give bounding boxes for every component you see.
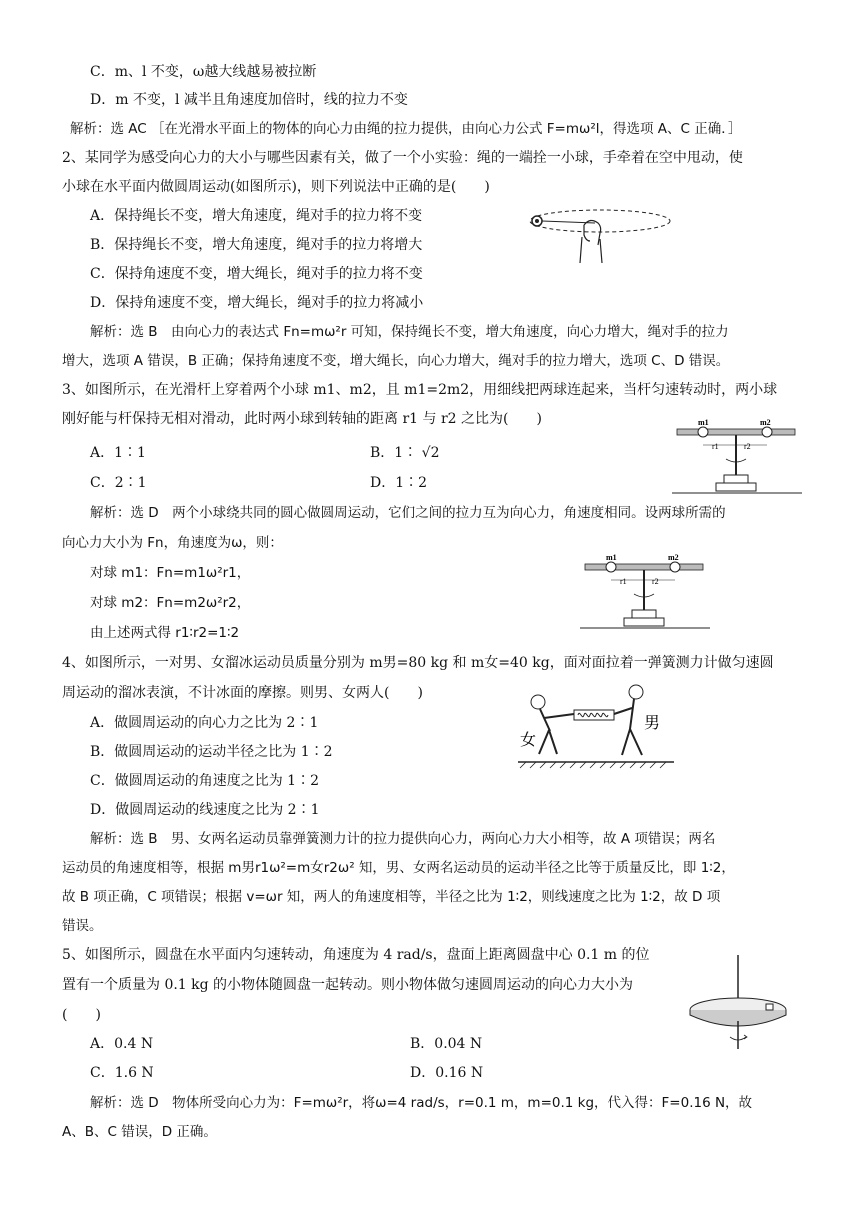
q2-stem-1: 2、某同学为感受向心力的大小与哪些因素有关，做了一个小实验：绳的一端拴一小球，手牵着在空中甩动，使	[62, 150, 743, 166]
q3-label-r1-b: r1	[620, 577, 627, 586]
q4-analysis-3: 故 B 项正确，C 项错误；根据 v=ωr 知，两人的角速度相等，半径之比为 1∶2，则线速度之比为 1∶2，故 D 项	[62, 889, 721, 905]
q3-stem-1: 3、如图所示，在光滑杆上穿着两个小球 m1、m2，且 m1=2m2，用细线把两球连起来，当杆匀速转动时，两小球	[62, 382, 778, 398]
q5-figure	[686, 955, 796, 1055]
q3-analysis-5: 由上述两式得 r1∶r2=1∶2	[90, 625, 240, 641]
q3-option-a: A．1∶1	[90, 445, 146, 461]
q2-analysis-1: 解析：选 B 由向心力的表达式 Fn=mω²r 可知，保持绳长不变，增大角速度，向心力增大，绳对手的拉力	[90, 324, 729, 340]
q5-option-a: A．0.4 N	[90, 1036, 154, 1052]
q3-figure-1	[672, 415, 802, 497]
q5-analysis-2: A、B、C 错误，D 正确。	[62, 1124, 217, 1140]
q3-analysis-2: 向心力大小为 Fn，角速度为ω，则：	[62, 535, 283, 551]
q2-option-c: C．保持角速度不变，增大绳长，绳对手的拉力将不变	[90, 266, 423, 282]
q3-label-r2: r2	[744, 442, 751, 451]
q4-stem-2: 周运动的溜冰表演，不计冰面的摩擦。则男、女两人( )	[62, 685, 423, 701]
q3-analysis-4: 对球 m2：Fn=m2ω²r2，	[90, 595, 251, 611]
q2-option-a: A．保持绳长不变，增大角速度，绳对手的拉力将不变	[90, 208, 423, 224]
q3-label-r1: r1	[712, 442, 719, 451]
q2-figure	[520, 203, 680, 273]
q5-option-b: B．0.04 N	[410, 1036, 483, 1052]
q1-option-d: D．m 不变，l 减半且角速度加倍时，线的拉力不变	[90, 92, 408, 108]
q1-option-c: C．m、l 不变，ω越大线越易被拉断	[90, 64, 317, 80]
q1-analysis: 解析：选 AC ［在光滑水平面上的物体的向心力由绳的拉力提供，由向心力公式 F=mω²l，得选项 A、C 正确．］	[70, 121, 742, 137]
q3-stem-2: 刚好能与杆保持无相对滑动，此时两小球到转轴的距离 r1 与 r2 之比为( )	[62, 411, 542, 427]
q3-label-m2: m2	[760, 418, 771, 427]
q5-analysis-1: 解析：选 D 物体所受向心力为：F=mω²r，将ω=4 rad/s，r=0.1 m，m=0.1 kg，代入得：F=0.16 N，故	[90, 1095, 753, 1111]
q4-stem-1: 4、如图所示，一对男、女溜冰运动员质量分别为 m男=80 kg 和 m女=40 kg，面对面拉着一弹簧测力计做匀速圆	[62, 655, 774, 671]
q3-analysis-3: 对球 m1：Fn=m1ω²r1，	[90, 565, 251, 581]
q3-label-m1-b: m1	[606, 553, 617, 562]
q4-option-b: B．做圆周运动的运动半径之比为 1∶2	[90, 744, 333, 760]
q3-option-c: C．2∶1	[90, 475, 147, 491]
q4-option-d: D．做圆周运动的线速度之比为 2∶1	[90, 802, 320, 818]
q3-label-m2-b: m2	[668, 553, 679, 562]
q4-option-c: C．做圆周运动的角速度之比为 1∶2	[90, 773, 319, 789]
q4-analysis-4: 错误。	[62, 918, 103, 934]
q3-option-b: B．1∶ √2	[370, 445, 440, 461]
q4-label-woman: 女	[520, 732, 537, 749]
q5-stem-3: ( )	[62, 1007, 101, 1023]
q4-label-man: 男	[644, 715, 661, 732]
q3-figure-2	[580, 550, 710, 632]
q5-stem-2: 置有一个质量为 0.1 kg 的小物体随圆盘一起转动。则小物体做匀速圆周运动的向心力大小为	[62, 977, 634, 993]
q4-option-a: A．做圆周运动的向心力之比为 2∶1	[90, 715, 319, 731]
q4-figure	[516, 680, 676, 772]
q5-option-d: D．0.16 N	[410, 1065, 484, 1081]
q5-stem-1: 5、如图所示，圆盘在水平面内匀速转动，角速度为 4 rad/s，盘面上距离圆盘中心 0.1 m 的位	[62, 947, 650, 963]
q2-stem-2: 小球在水平面内做圆周运动(如图所示)，则下列说法中正确的是( )	[62, 179, 490, 195]
q3-analysis-1: 解析：选 D 两个小球绕共同的圆心做圆周运动，它们之间的拉力互为向心力，角速度相同。设两球所需的	[90, 505, 726, 521]
q2-analysis-2: 增大，选项 A 错误，B 正确；保持角速度不变，增大绳长，向心力增大，绳对手的拉力增大，选项 C、D 错误。	[62, 353, 730, 369]
q3-label-m1: m1	[698, 418, 709, 427]
q5-option-c: C．1.6 N	[90, 1065, 154, 1081]
q3-label-r2-b: r2	[652, 577, 659, 586]
q4-analysis-2: 运动员的角速度相等，根据 m男r1ω²=m女r2ω² 知，男、女两名运动员的运动半径之比等于质量反比，即 1∶2，	[62, 860, 735, 876]
q4-analysis-1: 解析：选 B 男、女两名运动员靠弹簧测力计的拉力提供向心力，两向心力大小相等，故 A 项错误；两名	[90, 831, 716, 847]
q2-option-b: B．保持绳长不变，增大角速度，绳对手的拉力将增大	[90, 237, 423, 253]
q3-option-d: D．1∶2	[370, 475, 428, 491]
q2-option-d: D．保持角速度不变，增大绳长，绳对手的拉力将减小	[90, 295, 424, 311]
